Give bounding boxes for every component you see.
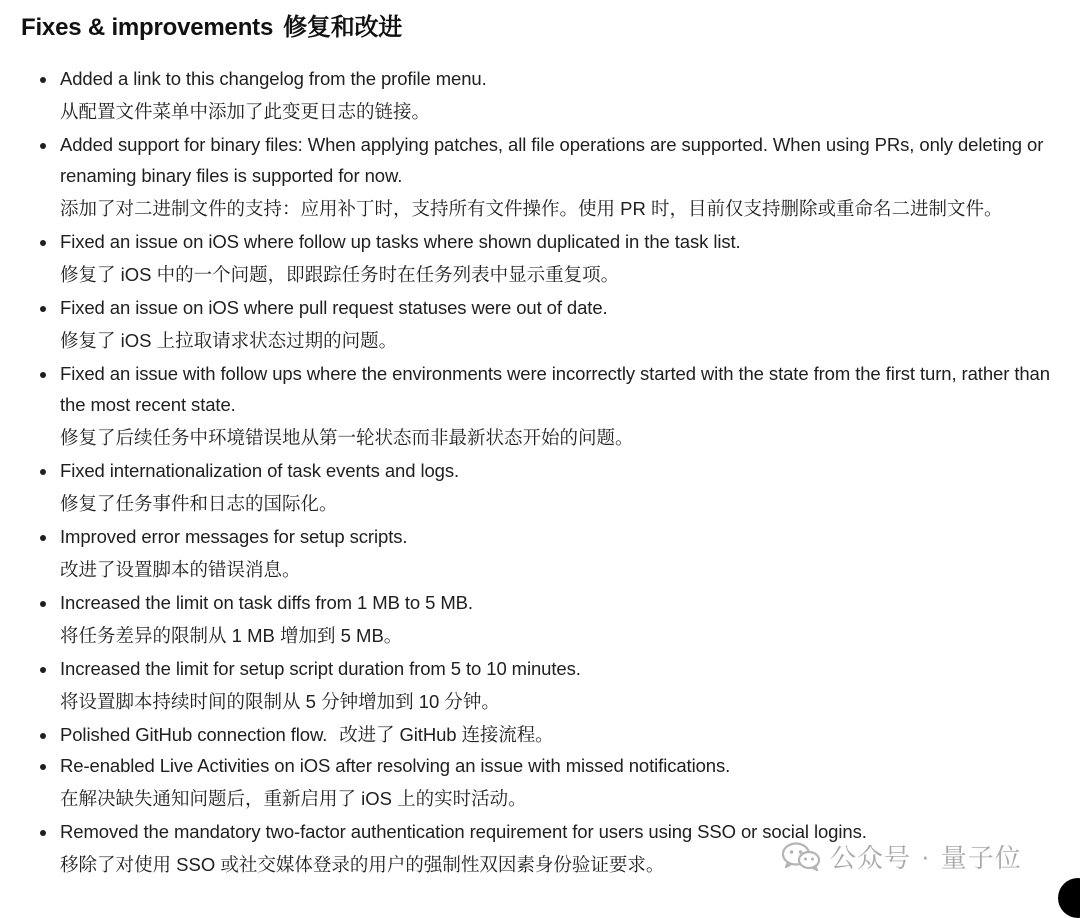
- item-english: Fixed an issue on iOS where follow up tasks where shown duplicated in the task list.: [60, 231, 741, 252]
- corner-overlay: [1058, 878, 1080, 918]
- list-item: [0, 455, 1080, 521]
- list-item: [0, 129, 1080, 226]
- item-chinese: 将设置脚本持续时间的限制从 5 分钟增加到 10 分钟。: [60, 691, 500, 712]
- item-chinese: 从配置文件菜单中添加了此变更日志的链接。: [60, 101, 431, 122]
- list-item: [0, 521, 1080, 587]
- item-chinese: 修复了任务事件和日志的国际化。: [60, 493, 338, 514]
- item-english: Fixed an issue on iOS where pull request statuses were out of date.: [60, 297, 608, 318]
- wechat-icon: [780, 841, 822, 871]
- item-english: Fixed internationalization of task events and logs.: [60, 460, 460, 481]
- item-english: Improved error messages for setup scripts.: [60, 526, 408, 547]
- item-english: Increased the limit on task diffs from 1 MB to 5 MB.: [60, 592, 473, 613]
- item-english: Re-enabled Live Activities on iOS after resolving an issue with missed notifications.: [60, 755, 731, 776]
- list-item: [0, 292, 1080, 358]
- item-english: Fixed an issue with follow ups where the environments were incorrectly started with the state from the first turn, rather than the most recent state.: [60, 363, 1050, 415]
- item-chinese: 将任务差异的限制从 1 MB 增加到 5 MB。: [60, 625, 403, 646]
- list-item: [0, 719, 1080, 750]
- watermark-name: 量子位: [940, 842, 1022, 873]
- page-title: [21, 12, 402, 44]
- item-english-with-chinese: [60, 719, 1074, 750]
- item-english: Polished GitHub connection flow.: [60, 724, 328, 745]
- watermark: [780, 838, 1022, 874]
- watermark-account: 公众号: [830, 842, 912, 873]
- item-chinese: 添加了对二进制文件的支持：应用补丁时，支持所有文件操作。使用 PR 时，目前仅支持删除或重命名二进制文件。: [60, 198, 1003, 219]
- item-english: Increased the limit for setup script duration from 5 to 10 minutes.: [60, 658, 581, 679]
- list-item: [0, 653, 1080, 719]
- item-chinese: 修复了后续任务中环境错误地从第一轮状态而非最新状态开始的问题。: [60, 427, 634, 448]
- item-chinese: 移除了对使用 SSO 或社交媒体登录的用户的强制性双因素身份验证要求。: [60, 854, 665, 875]
- item-chinese: 修复了 iOS 上拉取请求状态过期的问题。: [60, 330, 398, 351]
- item-english: Added a link to this changelog from the profile menu.: [60, 68, 487, 89]
- list-item: [0, 750, 1080, 816]
- item-english: Added support for binary files: When applying patches, all file operations are supported. When using PRs, only deleting or renaming binary files is supported for now.: [60, 134, 1044, 186]
- list-item: [0, 63, 1080, 129]
- item-chinese: 修复了 iOS 中的一个问题，即跟踪任务时在任务列表中显示重复项。: [60, 264, 620, 285]
- item-chinese: 改进了 GitHub 连接流程。: [339, 724, 554, 745]
- watermark-separator: ·: [921, 840, 931, 871]
- list-item: [0, 587, 1080, 653]
- changelog-list: [0, 63, 1080, 882]
- item-english: Removed the mandatory two-factor authentication requirement for users using SSO or social logins.: [60, 821, 867, 842]
- list-item: [0, 226, 1080, 292]
- item-chinese: 在解决缺失通知问题后，重新启用了 iOS 上的实时活动。: [60, 788, 527, 809]
- list-item: [0, 358, 1080, 455]
- title-chinese: 修复和改进: [283, 14, 403, 41]
- item-chinese: 改进了设置脚本的错误消息。: [60, 559, 301, 580]
- title-english: Fixes & improvements: [21, 14, 274, 41]
